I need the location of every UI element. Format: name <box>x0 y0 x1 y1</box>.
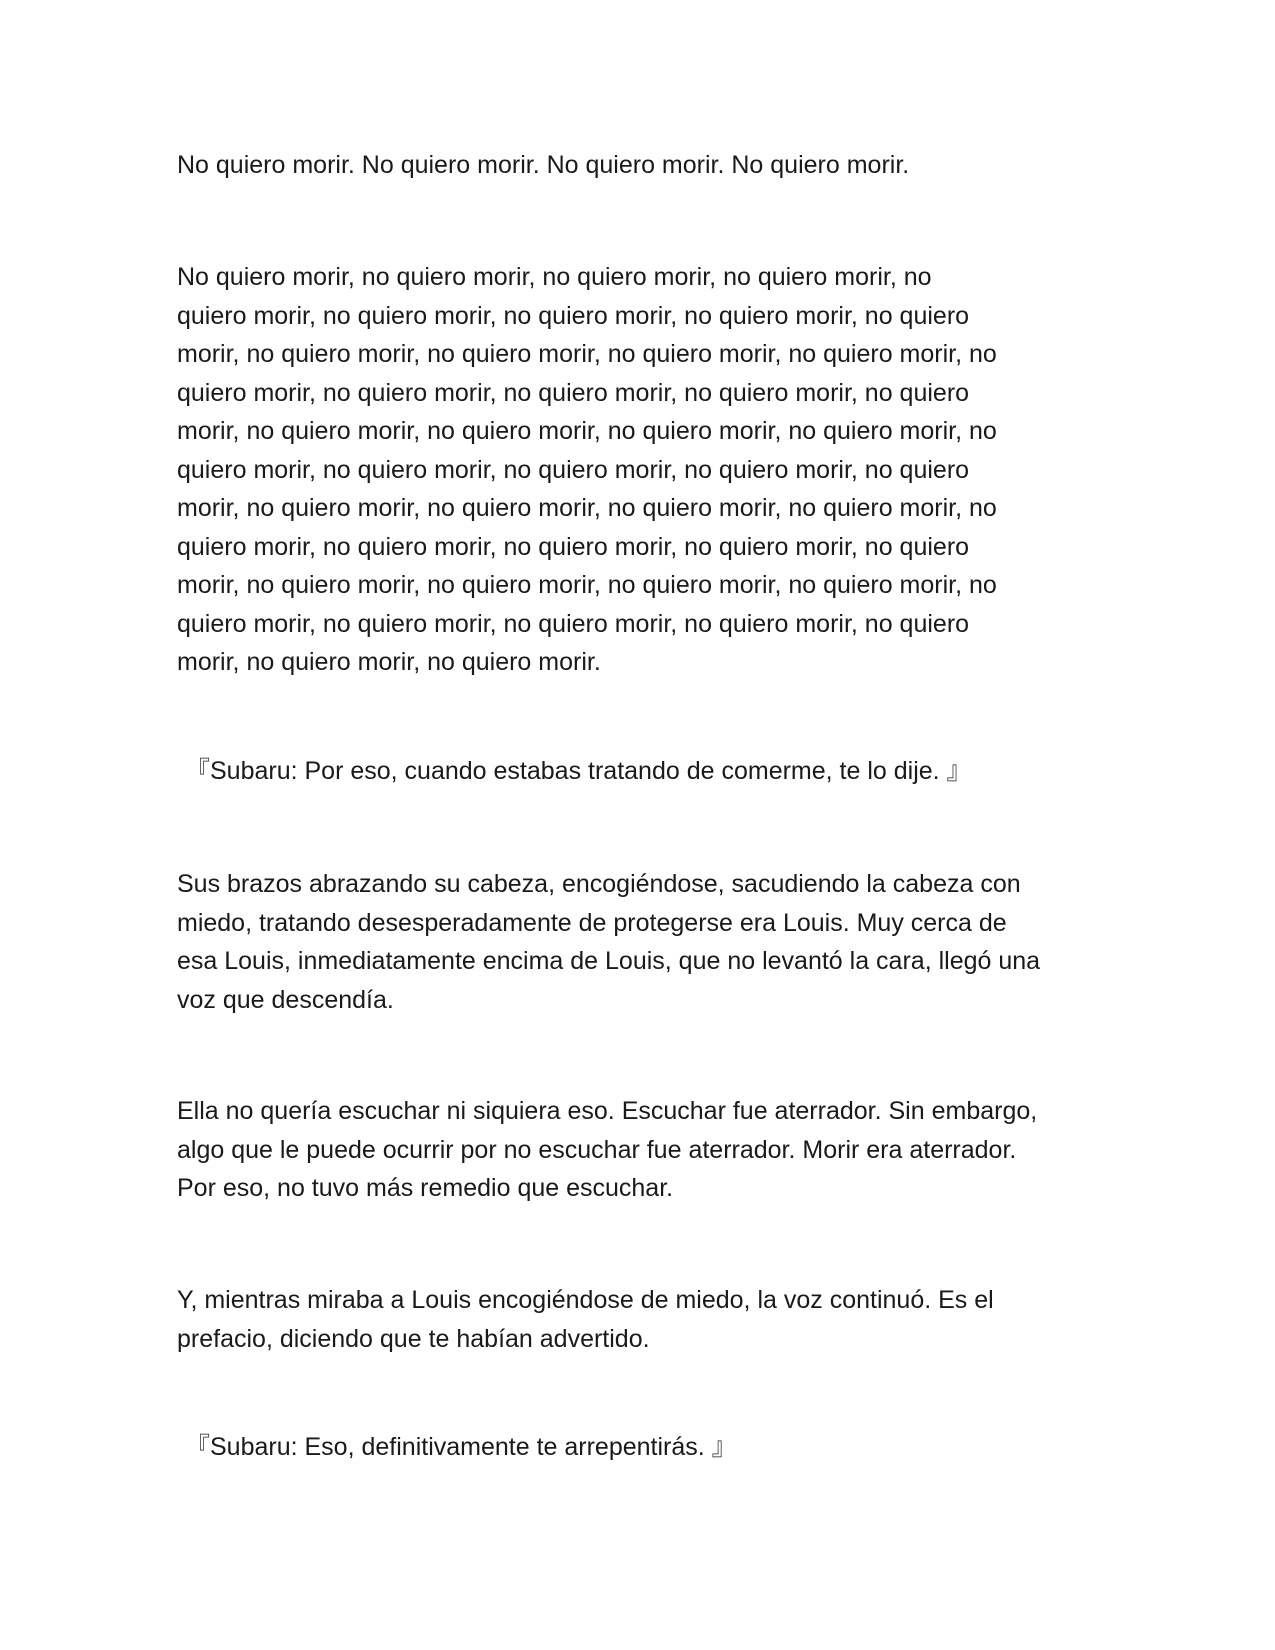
paragraph-3: Sus brazos abrazando su cabeza, encogiéndose, sacudiendo la cabeza con miedo, tratando desesperadamente de protegerse era Louis. Muy cerca de esa Louis, inmediatamente encima de Louis, que no levantó la cara, llegó una voz que descendía. <box>177 870 1041 1014</box>
paragraph-5: Y, mientras miraba a Louis encogiéndose de miedo, la voz continuó. Es el prefacio, diciendo que te habían advertido. <box>177 1286 994 1353</box>
paragraph-4: Ella no quería escuchar ni siquiera eso. Escuchar fue aterrador. Sin embargo, algo que le puede ocurrir por no escuchar fue aterrador. Morir era aterrador. Por eso, no tuvo más remedio que escuchar. <box>177 1097 1038 1202</box>
paragraph-1: No quiero morir. No quiero morir. No quiero morir. No quiero morir. <box>177 151 910 179</box>
dialogue-line-2: 『Subaru: Eso, definitivamente te arrepentirás. 』 <box>185 1433 737 1461</box>
dialogue-line-1: 『Subaru: Por eso, cuando estabas tratando de comerme, te lo dije. 』 <box>185 757 972 785</box>
paragraph-2: No quiero morir, no quiero morir, no quiero morir, no quiero morir, no quiero morir, no quiero morir, no quiero morir, no quiero morir, no quiero morir, no quiero morir, no quiero morir, no quiero morir, no quiero morir, no quiero morir, no quiero morir, no quiero morir, no quiero morir, no quiero morir, no quiero morir, no quiero morir, no quiero morir, no quiero morir, no quiero morir, no quiero morir, no quiero morir, no quiero morir, no quiero morir, no quiero morir, no quiero morir, no quiero morir, no quiero morir, no quiero morir, no quiero morir, no quiero morir, no quiero morir, no quiero morir, no quiero morir, no quiero morir, no quiero morir, no quiero morir, no quiero morir, no quiero morir, no quiero morir, no quiero morir, no quiero morir, no quiero morir, no quiero morir. <box>177 263 997 676</box>
